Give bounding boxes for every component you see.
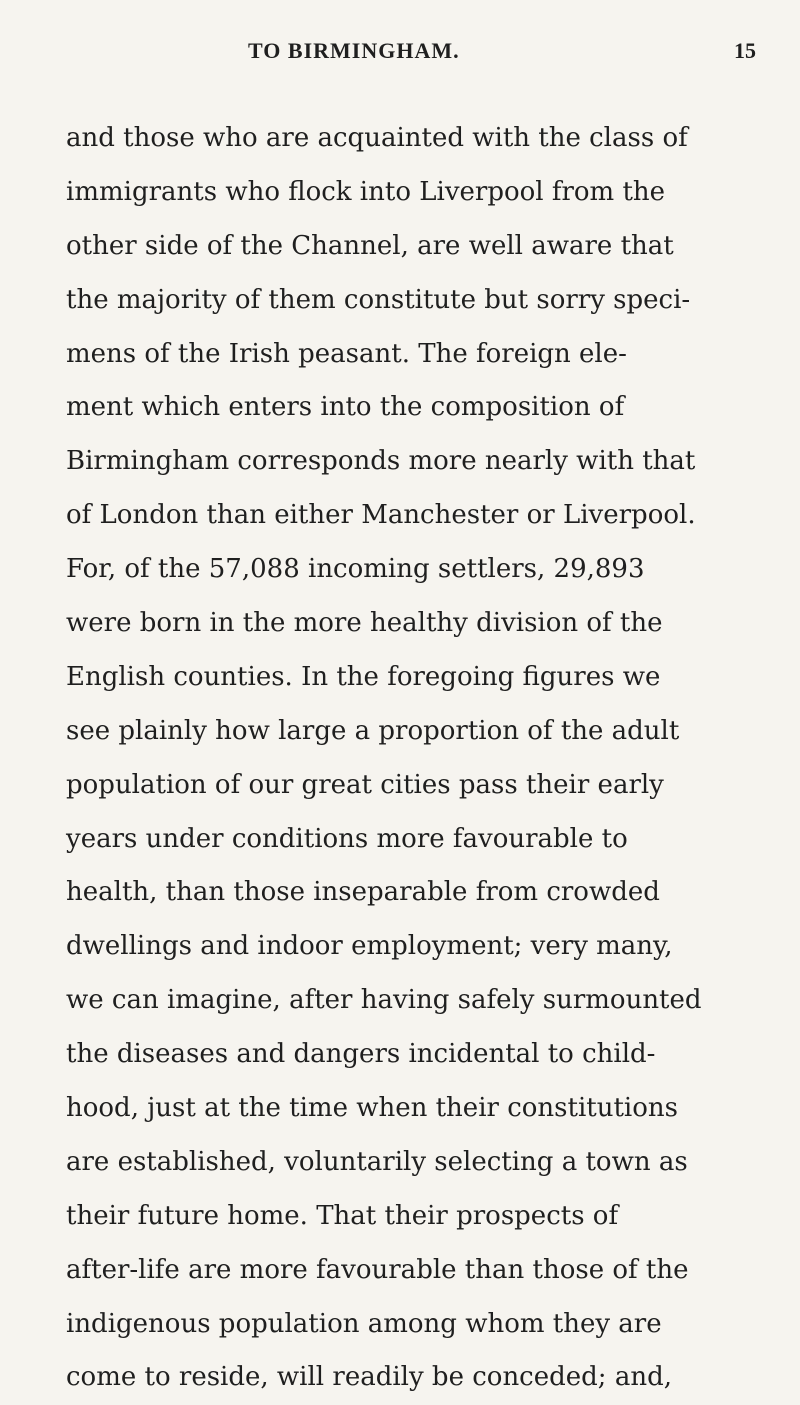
text-line-4: the majority of them constitute but sorry speci- bbox=[66, 284, 691, 315]
text-line-9: For, of the 57,088 incoming settlers, 29,893 bbox=[66, 554, 645, 585]
body-text bbox=[66, 112, 766, 1405]
text-line-12: see plainly how large a proportion of the adult bbox=[66, 715, 680, 746]
text-line-1: and those who are acquainted with the class of bbox=[66, 123, 688, 153]
text-line-7: Birmingham corresponds more nearly with that bbox=[66, 446, 696, 477]
text-line-11: English counties. In the foregoing figures we bbox=[66, 661, 661, 692]
text-line-16: dwellings and indoor employment; very many, bbox=[66, 931, 673, 962]
text-line-13: population of our great cities pass their early bbox=[66, 769, 664, 800]
text-line-19: hood, just at the time when their constitutions bbox=[66, 1093, 678, 1124]
page-number: 15 bbox=[734, 38, 756, 63]
text-line-10: were born in the more healthy division of the bbox=[66, 608, 663, 639]
text-line-20: are established, voluntarily selecting a town as bbox=[66, 1146, 688, 1177]
text-line-17: we can imagine, after having safely surmounted bbox=[66, 985, 702, 1016]
text-line-2: immigrants who flock into Liverpool from the bbox=[66, 176, 666, 207]
text-line-23: indigenous population among whom they are bbox=[66, 1308, 662, 1339]
text-line-15: health, than those inseparable from crowded bbox=[66, 877, 660, 908]
text-line-22: after-life are more favourable than those of the bbox=[66, 1254, 689, 1285]
text-line-8: of London than either Manchester or Liverpool. bbox=[66, 500, 696, 531]
text-line-18: the diseases and dangers incidental to child- bbox=[66, 1039, 656, 1070]
text-line-14: years under conditions more favourable to bbox=[66, 823, 628, 854]
text-line-24: come to reside, will readily be conceded; and, bbox=[66, 1362, 672, 1393]
page-header bbox=[0, 38, 800, 74]
text-line-6: ment which enters into the composition of bbox=[66, 392, 625, 423]
text-line-3: other side of the Channel, are well aware that bbox=[66, 230, 674, 261]
text-line-21: their future home. That their prospects of bbox=[66, 1200, 619, 1231]
text-line-5: mens of the Irish peasant. The foreign ele- bbox=[66, 338, 627, 369]
running-head: TO BIRMINGHAM. bbox=[248, 38, 460, 63]
